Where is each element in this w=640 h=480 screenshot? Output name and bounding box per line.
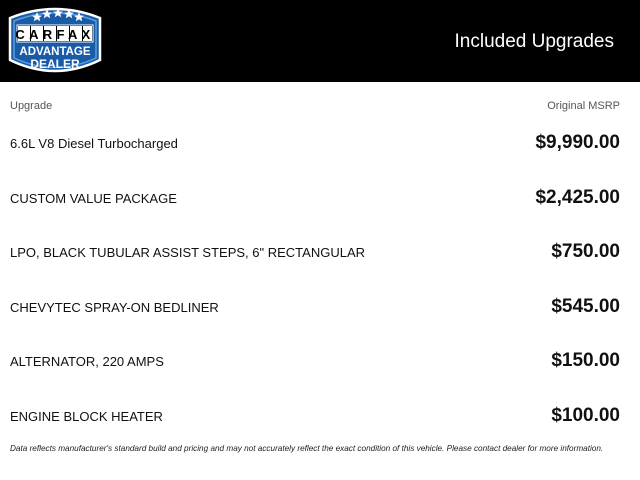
upgrade-row	[0, 224, 640, 279]
upgrade-row	[0, 279, 640, 334]
upgrade-row	[0, 115, 640, 170]
logo-advantage-text: ADVANTAGE	[19, 46, 91, 58]
upgrade-row	[0, 388, 640, 443]
upgrade-name: ENGINE BLOCK HEATER	[10, 408, 163, 424]
upgrade-name: ALTERNATOR, 220 AMPS	[10, 354, 164, 369]
page-title: Included Upgrades	[454, 31, 614, 52]
header-bar	[0, 0, 640, 82]
upgrade-price: $750.00	[551, 241, 620, 262]
upgrade-list	[0, 115, 640, 442]
upgrade-price: $2,425.00	[535, 186, 620, 208]
column-header-upgrade: Upgrade	[10, 100, 53, 112]
upgrade-name: 6.6L V8 Diesel Turbocharged	[10, 136, 178, 151]
upgrade-price: $545.00	[551, 295, 620, 317]
disclaimer-text: Data reflects manufacturer's standard build and pricing and may not accurately reflect the exact condition of this vehicle. Please contact dealer for more information.	[10, 444, 604, 453]
logo-dealer-text: DEALER	[30, 57, 80, 71]
logo-carfax-text: CARFAX	[15, 27, 95, 42]
carfax-advantage-dealer-logo	[4, 4, 106, 78]
upgrade-price: $9,990.00	[535, 132, 620, 153]
upgrade-name: LPO, BLACK TUBULAR ASSIST STEPS, 6" RECTANGULAR	[10, 245, 366, 260]
upgrade-price: $150.00	[551, 350, 620, 371]
upgrade-row	[0, 170, 640, 225]
column-header-msrp: Original MSRP	[547, 100, 620, 112]
upgrade-row	[0, 333, 640, 388]
upgrade-price: $100.00	[551, 404, 620, 426]
upgrade-name: CHEVYTEC SPRAY-ON BEDLINER	[10, 299, 219, 315]
upgrade-name: CUSTOM VALUE PACKAGE	[10, 190, 177, 206]
